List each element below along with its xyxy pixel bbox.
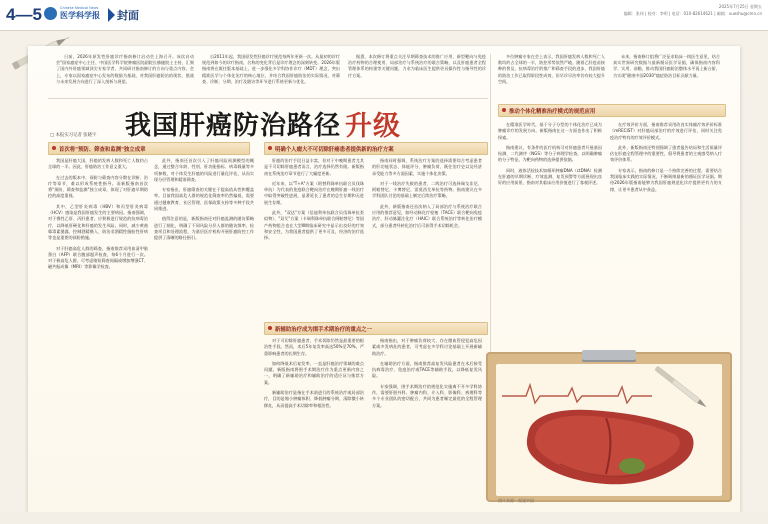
paragraph: 如何降低术后复发率，一直是肝癌治疗领域的难点问题。新版指南将围手术期治疗作为重点更新内容之一，明确了新辅助治疗和辅助治疗的适应证与推荐方案。 [264,360,364,385]
paragraph: 同时，液体活检技术如循环肿瘤DNA（ctDNA）检测在肝癌的早期诊断、疗效监测、复发预警等方面展现出良好的应用前景，指南对其临床应用价值进行了客观评述。 [498,167,602,186]
paragraph: 在过去的版本中，预防与筛查内容分散在诊断、治疗等章节，难以形成系统性指导。而新版指南首次将"预防、筛查和监测"独立成章，体现了对肝癌早期防控的高度重视。 [48,174,148,199]
paragraph: 我国是肝癌大国，肝癌的发病人数和死亡人数约占全球的一半。因此，肝癌防治工作意义重大。 [48,158,148,170]
lead-right-text-1: 多位肿瘤专家在会上表示，我国肝癌发病人数和死亡人数均约占全球的一半，防控形势依然严峻。随着乙肝疫苗接种的普及、抗病毒治疗的推广和筛查手段的进步，我国肝癌的防治工作已取得阶段性成效，但早诊早治率仍有较大提升空间。 [498,54,605,84]
paragraph: 其中，乙型肝炎病毒（HBV）和丙型肝炎病毒（HCV）感染是我国肝癌发生的主要病因。指南强调，对于慢性乙肝、丙肝患者，应积极进行规范的抗病毒治疗，以降低肝硬化和肝癌的发生风险。同时，减少黄曲霉毒素暴露、控制酒精摄入、防治非酒精性脂肪性肝病等也是重要的预防措施。 [48,203,148,241]
lead-right-text-2: 未来，指南修订组将广泛征求临床一线医生意见，结合真实世界研究数据与最新循证医学证据，确保指南内容科学、实用、前瞻，推动我国肝癌防治整体水平再上新台阶，为实现"健康中国2030"癌症防治目标贡献力量。 [613,54,720,78]
article-sheet [28,46,740,512]
section-flag [108,7,139,23]
paragraph: 对于一线治疗失败的患者，二线治疗可选择瑞戈非尼、阿帕替尼、卡博替尼、雷莫西尤单抗等药物。指南建议在多学科团队讨论的基础上制定后续治疗策略。 [372,180,482,199]
bullet-icon [502,108,506,112]
flag-triangle-icon [108,8,115,22]
paragraph: 指南指出，对于肿瘤负荷较大、存在微血管侵犯高危因素或多发病灶的患者，可考虑在多学科讨论基础上开展新辅助治疗。 [372,338,482,356]
paragraph: 近年来，以"T+A"方案（阿替利珠单抗联合贝伐珠单抗）为代表的免疫联合靶向治疗在晚期肝癌一线治疗中取得突破性进展，显著延长了患者的总生存期和无进展生存期。 [264,180,364,205]
masthead-english: Chinese Medical News [60,6,99,10]
paragraph: 在辅助治疗方面，指南推荐高复发风险患者在术后接受抗病毒治疗、免疫治疗或TACE等辅助手段，以降低复发风险。 [372,360,482,379]
issue-credits: 编辑：张伟 | 校对：李明 | 电话：010-82614621 | 邮箱：xueshu@cmn.cn [623,10,762,16]
top-bar [0,0,768,31]
masthead-chinese: 医学科学报 [60,11,100,20]
section-header-4 [498,104,726,117]
paragraph: 对于肝癌高危人群的筛查，指南推荐采用血清甲胎蛋白（AFP）联合腹部超声检查，每6个月进行一次。对于极高危人群，可考虑缩短筛查间隔或增加增强CT、磁共振成像（MRI）等影像学检查。 [48,245,148,270]
page-number: 4—5 [6,5,42,24]
issue-info [624,4,762,17]
masthead-logo-icon [44,7,57,20]
bullet-icon [268,146,272,150]
section-title-3: 新辅助治疗成为围手术期治疗的重点之一 [275,327,373,334]
bullet-icon [268,326,272,330]
section-label: 封面 [117,9,139,22]
section-2-col-a [264,158,364,316]
paragraph: 新辅助治疗是指在手术前进行的系统治疗或局部治疗，目的是缩小肿瘤体积、降低肿瘤分期、清除微小转移灶，从而提高手术切除率和根治性。 [264,390,364,408]
section-title-1: 首次将"预防、筛查和监测"独立成章 [59,147,146,154]
headline-main: 我国肝癌防治路径 [124,111,341,141]
paragraph: 在疗效评价方面，指南推荐采用改良实体瘤疗效评价标准（mRECIST）对肝癌局部治疗的疗效进行评估，同时关注免疫治疗特有的疗效评价模式。 [610,122,722,140]
paragraph: 专家强调，围手术期治疗的规范化实施离不开多学科协作，需要肝胆外科、肿瘤内科、介入科、影像科、病理科等多个专业团队的密切配合，共同为患者制定最优的全程管理方案。 [372,383,482,408]
section-header-3 [264,322,488,335]
paragraph: 此外，指南还首次引入了肝癌风险预测模型的概念，通过整合年龄、性别、肝功能指标、病毒载量等多项参数，对个体发生肝癌的风险进行量化评估，从而实现分层管理和精准筛查。 [154,158,254,182]
lead-text-1: 日前，2026年原发性肝癌诊疗指南修订启动会上海召开。该次启动会"国家癌症中心主任、中国医学科学院肿瘤医院副院长赫捷院士主持，汇聚了国内外肝癌领域顶尖专家学者，共同研讨指南修订的方向与重点内容。会上，专家以国家癌症中心发布的数据为基础，对我国肝癌防治的现状、挑战与未来发展方向进行了深入剖析与展望。 [56,54,194,84]
ecg-line-icon [502,380,652,406]
paragraph: 此外，新版指南还特别强调了患者报告结局和生活质量评估在肝癌全程管理中的重要性，倡导将患者的主观感受纳入疗效评价体系。 [610,144,722,163]
clipboard-shape [486,352,732,502]
section-title-2: 明确个人瘤大不可切除肝癌患者提供新的治疗方案 [275,147,394,154]
paragraph: 指南同时强调，系统治疗方案的选择需要综合考虑患者的肝功能状态、体能评分、肿瘤负荷、既往治疗史以及经济承受能力等多方面因素，实施个体化决策。 [372,158,482,176]
headline-accent: 升级 [345,111,401,142]
page-title [28,104,498,143]
byline: □ 本报实习记者 张晓宇 [50,133,97,138]
paragraph: 在精准医学时代，基于分子分型的个体化治疗已成为肿瘤诊疗的发展方向。新版指南在这一方面也作出了积极探索。 [498,122,602,140]
pen-on-clipboard-icon [640,360,724,420]
paragraph: 对于可切除肝癌患者，手术切除仍然是最重要的根治性手段。然而，术后5年复发率高达50%至70%，严重影响患者的长期生存。 [264,338,364,356]
paragraph: 此外，"双达"方案（信迪利单抗联合贝伐珠单抗类似物）、"双艾"方案（卡瑞利珠单抗联合阿帕替尼）等国产药物组合也在大型Ⅲ期临床研究中显示出良好的疗效和安全性，为我国患者提供了更多可及、经济的治疗选择。 [264,210,364,241]
section-3-col-a [264,338,364,500]
paragraph: 肝癌的治疗手段日益丰富，但对于中晚期患者尤其是不可切除肝癌患者而言，治疗选择仍然有限。新版指南在系统治疗章节进行了大幅度更新。 [264,158,364,176]
section-2-col-b [372,158,482,316]
masthead [44,6,100,20]
liver-illustration [484,346,736,506]
lead-paragraph-right [498,54,720,85]
section-1-col-a [48,158,148,498]
page-footer [0,512,768,524]
paragraph: 此外，新版指南还首次纳入了局部治疗与系统治疗联合应用的推荐意见，如经动脉化疗栓塞（TACE）联合靶向免疫治疗、肝动脉灌注化疗（HAIC）联合系统治疗等转化治疗模式，部分患者经转化治疗后可获得手术切除机会。 [372,203,482,228]
issue-date: 2025年7月25日 星期五 [718,4,762,9]
section-1-col-b [154,158,254,498]
clipboard-clip-icon [582,350,636,362]
lead-text-2: 自2011年起，我国原发性肝癌诊疗规范每两年更新一次。从最初的诊疗规范到如今的诊疗指南，名称的变化背后是诊疗理念的深刻转变。2026年版指南将在既往版本基础上，进一步强化多学科协作诊疗（MDT）理念，突出精准医学与个体化治疗的核心地位，并结合我国肝癌防治的实际情况，对筛查、诊断、分期、治疗及随访等环节进行系统更新与优化。 [202,54,340,84]
lead-paragraph-group [56,54,486,86]
section-3-col-b [372,338,482,500]
bullet-icon [52,146,56,150]
lead-text-3: 据悉，本次修订将重点关注早期筛查技术的推广应用、新型靶向与免疫治疗药物的合理使用、局部治疗与系统治疗的联合策略，以及肝癌患者全程管理体系的构建等关键问题，力求为临床医生提供更具操作性与指导性的诊疗方案。 [348,54,486,78]
section-title-4: 推动个体化精准治疗模式的规范应用 [509,109,596,116]
paragraph: 指南建议，有条件的医疗机构可对肝癌患者开展基因检测、二代测序（NGS）等分子病理学检查，以明确肿瘤的分子特征，为靶向药物的选择提供依据。 [498,144,602,163]
paragraph: 专家指出，肝癌筛查的关键在于提高依从性和覆盖率。目前我国高危人群的规范化筛查率仍然偏低，需要通过健康教育、社区管理、医保政策支持等多种手段共同推进。 [154,187,254,212]
image-caption: 图片来源：视觉中国 [498,498,534,503]
section-header-1 [48,142,250,155]
section-4-col-b [610,122,722,344]
paragraph: 专家表示，指南的修订是一个持续完善的过程，需要结合我国临床实践的实际情况，不断吸纳最新的循证医学证据。期待2026年版指南能够为我国肝癌规范化诊疗提供更有力的支撑，让更多患者从中获益。 [610,167,722,192]
lead-divider [48,98,488,99]
section-header-2 [264,142,488,155]
paragraph: 值得注意的是，新版指南还对肝癌监测的随访策略进行了细化，明确了不同风险分层人群的随访频率、检查项目和处理流程，为基层医疗机构开展肝癌防控工作提供了清晰的路径指引。 [154,216,254,241]
